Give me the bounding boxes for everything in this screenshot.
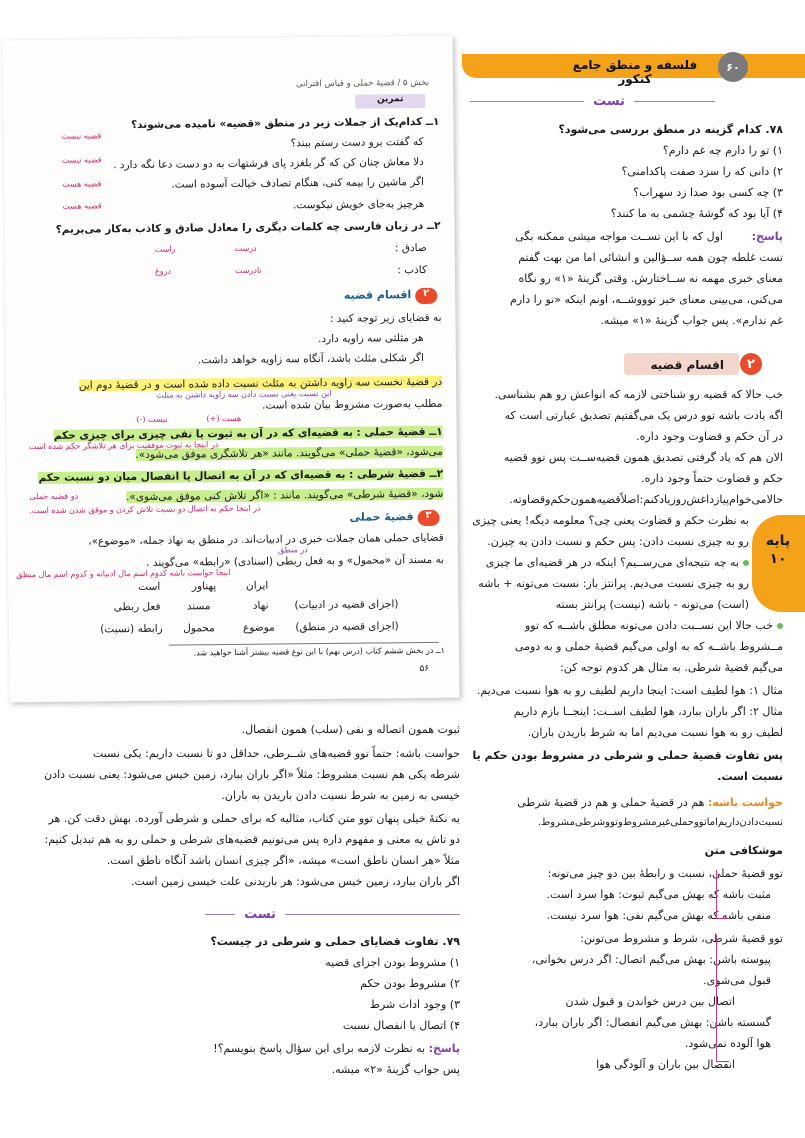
bullet-dot	[777, 623, 783, 629]
table-r0-c1: پهناور	[191, 580, 217, 593]
fine-line-6: قبول می‌شوی.	[703, 974, 771, 987]
q1-item-4: هرچیز به‌جای خویش نیکوست.	[292, 197, 425, 212]
table-r1-c3: (اجزای قضیه در ادبیات)	[294, 598, 399, 612]
q79-option-1: ۱) مشروط بودن اجزای قضیه	[325, 956, 460, 969]
q79-option-4: ۴) اتصال یا انفصال نسبت	[342, 1019, 460, 1032]
lb-line-8: اگر باران ببارد، زمین خیس می‌شود: هر باریدنی علت خیسی زمین است.	[130, 875, 460, 888]
q2-true: صادق :	[394, 241, 427, 255]
fine-line-2: مثبت باشه که بهش می‌گیم ثبوت: هوا سرد است.	[546, 888, 771, 901]
lb-line-1: ثبوت همون اتصاله و نفی (سلب) همون انفصال.	[241, 723, 460, 736]
body-line-7: به نظرت حکم و قضاوت یعنی چی؟ معلومه دیگه! یعنی چیزی	[472, 514, 749, 527]
inset-s2-item-2: اگر شکلی مثلث باشد، آنگاه سه زاویه خواهد داشت.	[197, 351, 424, 367]
inset-s3-num: ۳	[417, 510, 439, 526]
inset-s2-item-1: هر مثلثی سه زاویه دارد.	[318, 331, 424, 346]
q2-false-fill-2: دروغ	[154, 266, 172, 276]
inset-s2-num: ۲	[415, 288, 437, 304]
inset-s2-para1: در قضیهٔ نخست سه زاویه داشتن به مثلث نسبت داده شده است و در قضیهٔ دوم این	[78, 375, 443, 392]
inset-def2b: شود، «قضیهٔ شرطی» می‌گویند. مانند : «اگر تلاش کنی موفق می‌شوی».	[125, 487, 444, 504]
q1-note-1: قضیه نیست	[61, 131, 102, 141]
inset-note-3: نیست (-)	[136, 414, 168, 424]
inset-note-7: در منطق	[277, 545, 308, 555]
lb-line-4: خیسی به زمین به شرط نسبت دادن باریدن به باران.	[221, 789, 460, 802]
inset-s2-title: اقسام قضیه	[343, 288, 412, 302]
inset-s2-intro: به قضایای زیر توجه کنید :	[329, 311, 442, 325]
q2-true-fill-2: راست	[154, 244, 176, 254]
fine-line-5: پیوسته باشن: بهش می‌گیم اتصال: اگر درس بخوانی،	[531, 953, 771, 966]
body-line-12: خب حالا این نســبت دادن می‌تونه مطلق باشــه که توو	[525, 620, 783, 631]
fine-line-8: گسسته باشن: بهش می‌گیم انفصال: اگر باران ببارد،	[534, 1016, 771, 1029]
body-line-14: می‌گیم قضیهٔ شرطی. به مثال هر کدوم توجه کن:	[560, 661, 783, 674]
a78-line-2: تست غلطه چون همه ســؤالین و انشائی اما من بهت گفتم	[518, 251, 783, 264]
body-line-9: به چه نتیجه‌ای می‌رســیم؟ اینکه در هر قضیه‌ای ما چیزی	[486, 557, 749, 568]
fine-bracket-1	[716, 870, 729, 919]
body-line-19: نسبت است.	[717, 770, 783, 783]
inset-note-1: این نسبت یعنی نسبت دادن سه زاویه داشتن به مثلث	[156, 388, 332, 400]
q1-item-1: که گفتت برو دست رستم ببند؟	[290, 135, 424, 150]
lb-line-5: یه نکتهٔ خیلی پنهان توو متن کتاب، مثالیه که برای حملی و شرطی آورده. بهش دقت کن. هر	[48, 812, 460, 825]
test79-label: تست	[235, 907, 285, 922]
a78-line-4: می‌کنی، می‌بینی معنای خبر توووشــه، اونم اینکه «تو را دارم	[510, 293, 783, 306]
lb-line-7: مثلاً «هر انسان ناطق است» میشه، «اگر چیزی انسان باشد آنگاه ناطق است.	[106, 854, 460, 867]
page-number: ۶۰	[718, 52, 748, 82]
body-line-15: مثال ۱: هوا لطیف است: اینجا داریم لطیف رو به هوا نسبت می‌دیم.	[476, 684, 783, 697]
body-line-18: پس تفاوت قضیهٔ حملی و شرطی در مشروط بودن حکم یا	[472, 749, 783, 762]
fine-line-9: هوا آلوده نمی‌شود.	[684, 1037, 771, 1050]
a78-label: پاسخ:	[751, 230, 783, 243]
exercise-label: تمرین	[355, 94, 425, 109]
q2-false-fill-1: نادرست	[234, 265, 262, 275]
inset-s3-para1: قضایای حملی همان جملات خبری در ادبیات‌اند. در منطق به نهاد جمله، «موضوع»،	[88, 531, 444, 548]
fine-line-4: توو قضیهٔ شرطی، شرط و مشروط می‌تونن:	[580, 932, 783, 945]
q2-false: کاذب :	[397, 263, 428, 277]
inset-page-no: ۵۶	[419, 663, 430, 675]
fine-bracket-2	[716, 935, 729, 1062]
q78: ۷۸. کدام گزینه در منطق بررسی می‌شود؟	[558, 123, 783, 136]
a78-line-3: معنای خبری مهمه نه ســاختارش. وقتی گزینهٔ «۱» رو نگاه	[518, 272, 783, 285]
table-r2-c0: موضوع	[242, 621, 275, 634]
q79: ۷۹. تفاوت قضایای حملی و شرطی در چیست؟	[210, 935, 460, 948]
inset-note-6: در اینجا حکم به اتصال دو نسبت تلاش کردن و موفق شدن شده است.	[29, 503, 261, 516]
q1: ۱ــ کدام‌یک از جملات زیر در منطق «قضیه» نامیده می‌شوند؟	[131, 115, 440, 132]
body-line-16: مثال ۲: اگر باران ببارد، هوا لطیف اســت: اینجــا بازم داریم	[513, 705, 783, 718]
textbook-inset	[3, 36, 460, 703]
q78-option-4: ۴) آیا بود که گوشهٔ چشمی به ما کنند؟	[610, 207, 783, 220]
inset-def1b: می‌شود، «قضیهٔ حملی» می‌گویند. مانند «هر تلاشگری موفق می‌شود».	[135, 445, 443, 462]
inset-s3-title: قضیهٔ حملی	[349, 510, 414, 524]
body-line-17: لطیف رو به هوا نسبت می‌دیم اما به شرط باریدن باران.	[527, 726, 783, 739]
inset-def2a: ۲ــ قضیهٔ شرطی : به قضیه‌ای که در آن به اتصال یا انفصال میان دو نسبت حکم	[38, 467, 444, 485]
q1-note-3: قضیه هست	[62, 179, 102, 189]
warn-line-2: نسبت‌دادن‌داریم‌اماتووحملی‌غیرمشروط‌وتووشرطی‌مشروط.	[537, 817, 783, 828]
body-line-5: حکم و قضاوت حتماً وجود داره.	[641, 472, 783, 485]
q78-option-2: ۲) دانی که را سزد صفت پاکدامنی؟	[621, 165, 783, 178]
fine-line-3: منفی باشه که بهش می‌گیم نفی: هوا سرد نیست.	[546, 909, 771, 922]
body-line-6: حالامی‌خوام‌پیازداغش‌روزیادکنم:اصلاًقضیه‌همون‌حکم‌وقضاوته.	[509, 493, 783, 506]
body-line-3: در آن حکم و قضاوت وجود داره.	[636, 430, 783, 443]
grade-tab-label: پایه ۱۰	[765, 533, 791, 568]
q1-note-4: قضیه هست	[62, 201, 102, 211]
a78-line-1: اول که با این تســت مواجه میشی ممکنه بگی	[515, 230, 723, 243]
table-r0-c2: است	[138, 580, 161, 593]
bullet-dot	[743, 560, 749, 566]
a79-line-1: پاسخ: به نظرت لازمه برای این سؤال پاسخ بنویسم؟!	[213, 1042, 460, 1055]
table-r1-c2: فعل ربطی	[113, 600, 161, 614]
a78-line-5: غم ندارم». پس جواب گزینهٔ «۱» میشه.	[600, 314, 783, 327]
q1-item-2: دلا معاش چنان کن که گر بلغزد پای فرشتهات به دو دست دعا نگه دارد .	[113, 155, 424, 172]
table-r2-c2: رابطه (نسبت)	[100, 622, 163, 636]
q79-option-3: ۳) وجود ادات شرط	[369, 998, 460, 1011]
warn-line-1: حواست باشه: هم در قضیهٔ حملی و هم در قضیهٔ شرطی	[517, 796, 783, 809]
table-r2-c3: (اجزای قضیه در منطق)	[295, 620, 399, 634]
section2-title: اقسام قضیه	[650, 358, 724, 372]
q1-item-3: اگر ماشین را بیمه کنی، هنگام تصادف خیالت آسوده است.	[171, 175, 425, 191]
a79-line-2: پس جواب گزینهٔ «۲» میشه.	[331, 1063, 460, 1076]
body-line-4: الان هم که یاد گرفتی تصدیق همون قضیه‌ســت پس توو قضیه	[503, 451, 783, 464]
body-line-11: (است) می‌تونه - باشه (نیست) پرانتز بسته	[555, 598, 749, 611]
lb-line-6: دو تاش یه معنی و مفهوم داره پس می‌تونیم قضیه‌های شرطی و حملی رو به هم تبدیل کنیم:	[44, 833, 460, 846]
table-r1-c1: مسند	[186, 600, 211, 613]
body-line-2: اگه یادت باشه توو درس یک می‌گفتیم تصدیق عبارتی است که	[504, 409, 783, 422]
q78-option-3: ۳) چه کسی بود صدا زد سهراب؟	[633, 186, 783, 199]
inset-def1a: ۱ــ قضیهٔ حملی : به قضیه‌ای که در آن به ثبوت یا نفی چیزی برای چیزی حکم	[53, 425, 443, 442]
body-line-1: خب حالا که قضیه رو شناختی لازمه که انواعش رو هم بشناسی.	[494, 388, 783, 401]
q79-option-2: ۲) مشروط بودن حکم	[360, 977, 460, 990]
fine-line-1: توو قضیهٔ حملی، نسبت و رابطهٔ بین دو چیز می‌تونه:	[547, 867, 783, 880]
table-r2-c1: محمول	[183, 622, 215, 635]
body-line-10: رو به چیزی نسبت می‌دیم. پرانتز باز: نسبت می‌تونه + باشه	[478, 577, 749, 590]
table-r1-c0: نهاد	[252, 599, 269, 612]
body-line-8: رو به چیزی نسبت دادن: پس حکم و نسبت دادن یه چیزن.	[487, 535, 749, 548]
q1-note-2: قضیه نیست	[61, 155, 102, 165]
inset-note-2: هست (+)	[206, 413, 242, 424]
q78-option-1: ۱) تو را دارم چه غم دارم؟	[662, 144, 783, 157]
inset-note-8: اینجا حواست باشه کدوم اسم مال ادبیاته و کدوم اسم مال منطق	[16, 568, 231, 580]
footnote-rule	[169, 642, 439, 646]
inset-note-4: در اینجا به ثبوت موفقیت برای هر تلاشگر حکم شده است	[28, 440, 219, 452]
test78-label: تست	[584, 94, 634, 109]
lb-line-2: حواست باشه: حتماً توو قضیه‌های شــرطی، حداقل دو تا نسبت داریم: یکی نسبت	[92, 747, 460, 760]
q2: ۲ــ در زبان فارسی چه کلمات دیگری را معادل صادق و کاذب به‌کار می‌بریم؟	[55, 219, 441, 236]
body-line-13: مــشروط باشــه که به اولی می‌گیم قضیهٔ حملی و به دومی	[514, 640, 783, 653]
inset-s2-para2: مطلب به‌صورت مشروط بیان شده است.	[262, 397, 443, 412]
fine-line-10: انفصال بین باران و آلودگی هوا	[596, 1058, 735, 1071]
inset-note-5: دو قضیه حملی	[29, 491, 79, 502]
footnote: ۱ــ در بخش ششم کتاب (درس نهم) با این نوع قضیه بیشتر آشنا خواهید شد.	[193, 645, 446, 658]
section2-number: ۲	[740, 353, 762, 375]
inset-s3-para2: به مسند آن «محمول» و به فعل ربطی (اسنادی) «رابطه» می‌گویند .	[146, 553, 445, 569]
fine-title: موشکافی متن	[704, 844, 783, 857]
fine-line-7: اتصال بین درس خواندن و قبول شدن	[565, 995, 735, 1008]
lb-line-3: شرطه یکی هم نسبت مشروط: مثلاً «اگر باران ببارد، زمین خیس می‌شود: یعنی نسبت دادن	[44, 768, 460, 781]
table-r0-c0: ایران	[245, 579, 269, 592]
q2-true-fill-1: درست	[234, 243, 257, 253]
book-title: فلسفه و منطق جامع کنکور	[572, 58, 698, 86]
running-head: بخش ۵ / قضیهٔ حملی و قیاس اقترانی	[296, 77, 430, 90]
